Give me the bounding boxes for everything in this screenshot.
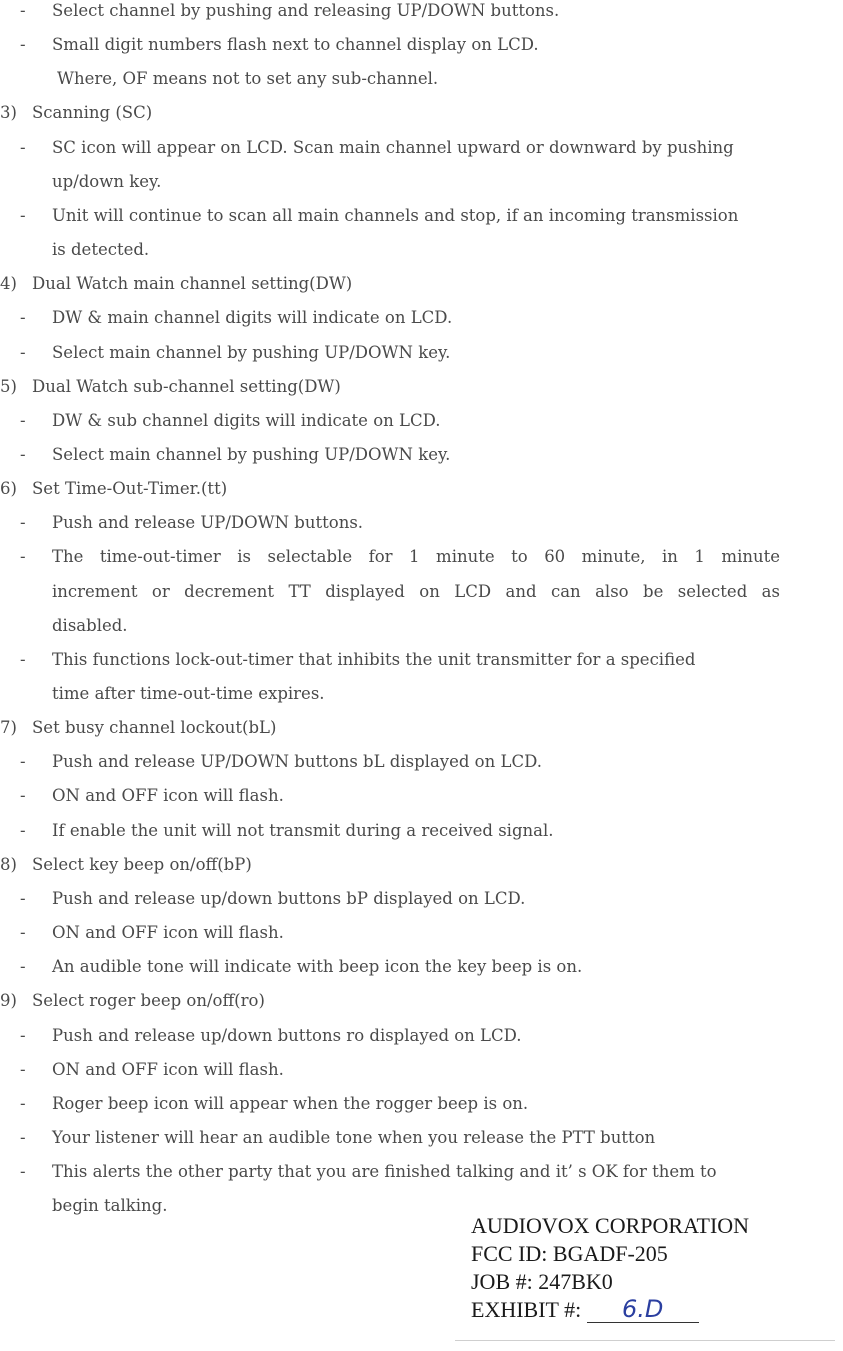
section-number: 7) <box>0 718 17 738</box>
fcc-id: FCC ID: BGADF-205 <box>471 1241 668 1266</box>
section-title: Set busy channel lockout(bL) <box>32 718 277 738</box>
bullet-dash: - <box>20 752 26 772</box>
bullet-dash: - <box>20 35 26 55</box>
bullet-dash: - <box>20 786 26 806</box>
job-number: JOB #: 247BK0 <box>471 1269 613 1294</box>
exhibit-line <box>471 1296 749 1324</box>
bullet-dash: - <box>20 923 26 943</box>
bullet-dash: - <box>20 205 26 225</box>
item-text: is detected. <box>52 240 150 260</box>
item-text: An audible tone will indicate with beep icon the key beep is on. <box>52 957 583 977</box>
section-number: 9) <box>0 991 17 1011</box>
section-number: 6) <box>0 479 17 499</box>
bullet-dash: - <box>20 1162 26 1182</box>
item-text: begin talking. <box>52 1196 168 1216</box>
item-text: Push and release up/down buttons ro displayed on LCD. <box>52 1025 522 1045</box>
fcc-label-block <box>471 1212 749 1324</box>
section-title: Select key beep on/off(bP) <box>32 854 252 874</box>
bullet-dash: - <box>20 410 26 430</box>
scan-edge-line <box>455 1340 835 1341</box>
item-text: Unit will continue to scan all main channels and stop, if an incoming transmission <box>52 205 739 225</box>
item-text: SC icon will appear on LCD. Scan main channel upward or downward by pushing <box>52 137 734 157</box>
item-text: Your listener will hear an audible tone when you release the PTT button <box>52 1127 656 1147</box>
item-text: Small digit numbers flash next to channel display on LCD. <box>52 35 539 55</box>
item-text: This functions lock-out-timer that inhibits the unit transmitter for a specified <box>52 649 696 669</box>
exhibit-handwritten-value: 6.D <box>587 1296 699 1323</box>
item-text: If enable the unit will not transmit during a received signal. <box>52 820 554 840</box>
item-text: ON and OFF icon will flash. <box>52 923 284 943</box>
section-title: Set Time-Out-Timer.(tt) <box>32 479 228 499</box>
item-text: Select channel by pushing and releasing UP/DOWN buttons. <box>52 1 560 20</box>
exhibit-label: EXHIBIT #: <box>471 1297 582 1322</box>
bullet-dash: - <box>20 342 26 362</box>
section-title: Select roger beep on/off(ro) <box>32 991 265 1011</box>
item-text: Select main channel by pushing UP/DOWN key. <box>52 342 451 362</box>
company-name: AUDIOVOX CORPORATION <box>471 1213 750 1238</box>
section-title: Dual Watch main channel setting(DW) <box>32 274 353 294</box>
item-text: disabled. <box>52 615 128 635</box>
section-number: 4) <box>0 274 17 294</box>
bullet-dash: - <box>20 547 26 567</box>
bullet-dash: - <box>20 957 26 977</box>
item-text: ON and OFF icon will flash. <box>52 1059 284 1079</box>
item-text: Push and release UP/DOWN buttons. <box>52 513 364 533</box>
item-text: DW & main channel digits will indicate on LCD. <box>52 308 453 328</box>
item-text: increment or decrement TT displayed on LCD and can also be selected as <box>52 581 780 601</box>
item-text: The time-out-timer is selectable for 1 minute to 60 minute, in 1 minute <box>52 547 780 567</box>
bullet-dash: - <box>20 308 26 328</box>
section-title: Dual Watch sub-channel setting(DW) <box>32 376 341 396</box>
bullet-dash: - <box>20 1127 26 1147</box>
bullet-dash: - <box>20 1 26 20</box>
bullet-dash: - <box>20 1025 26 1045</box>
bullet-dash: - <box>20 649 26 669</box>
item-text: ON and OFF icon will flash. <box>52 786 284 806</box>
bullet-dash: - <box>20 137 26 157</box>
bullet-dash: - <box>20 1093 26 1113</box>
item-text: time after time-out-time expires. <box>52 684 325 703</box>
section-title: Scanning (SC) <box>32 103 153 123</box>
section-number: 3) <box>0 103 17 123</box>
bullet-dash: - <box>20 1059 26 1079</box>
item-text: Roger beep icon will appear when the rogger beep is on. <box>52 1093 529 1113</box>
section-number: 8) <box>0 854 17 874</box>
bullet-dash: - <box>20 444 26 464</box>
section-number: 5) <box>0 376 17 396</box>
item-text: DW & sub channel digits will indicate on LCD. <box>52 410 441 430</box>
bullet-dash: - <box>20 513 26 533</box>
item-text: Push and release UP/DOWN buttons bL displayed on LCD. <box>52 752 542 772</box>
bullet-dash: - <box>20 888 26 908</box>
item-text: up/down key. <box>52 171 162 191</box>
item-text: Select main channel by pushing UP/DOWN key. <box>52 444 451 464</box>
item-text: This alerts the other party that you are finished talking and it’ s OK for them to <box>52 1162 717 1182</box>
item-text: Push and release up/down buttons bP displayed on LCD. <box>52 888 526 908</box>
item-text: Where, OF means not to set any sub-channel. <box>57 69 439 89</box>
bullet-dash: - <box>20 820 26 840</box>
